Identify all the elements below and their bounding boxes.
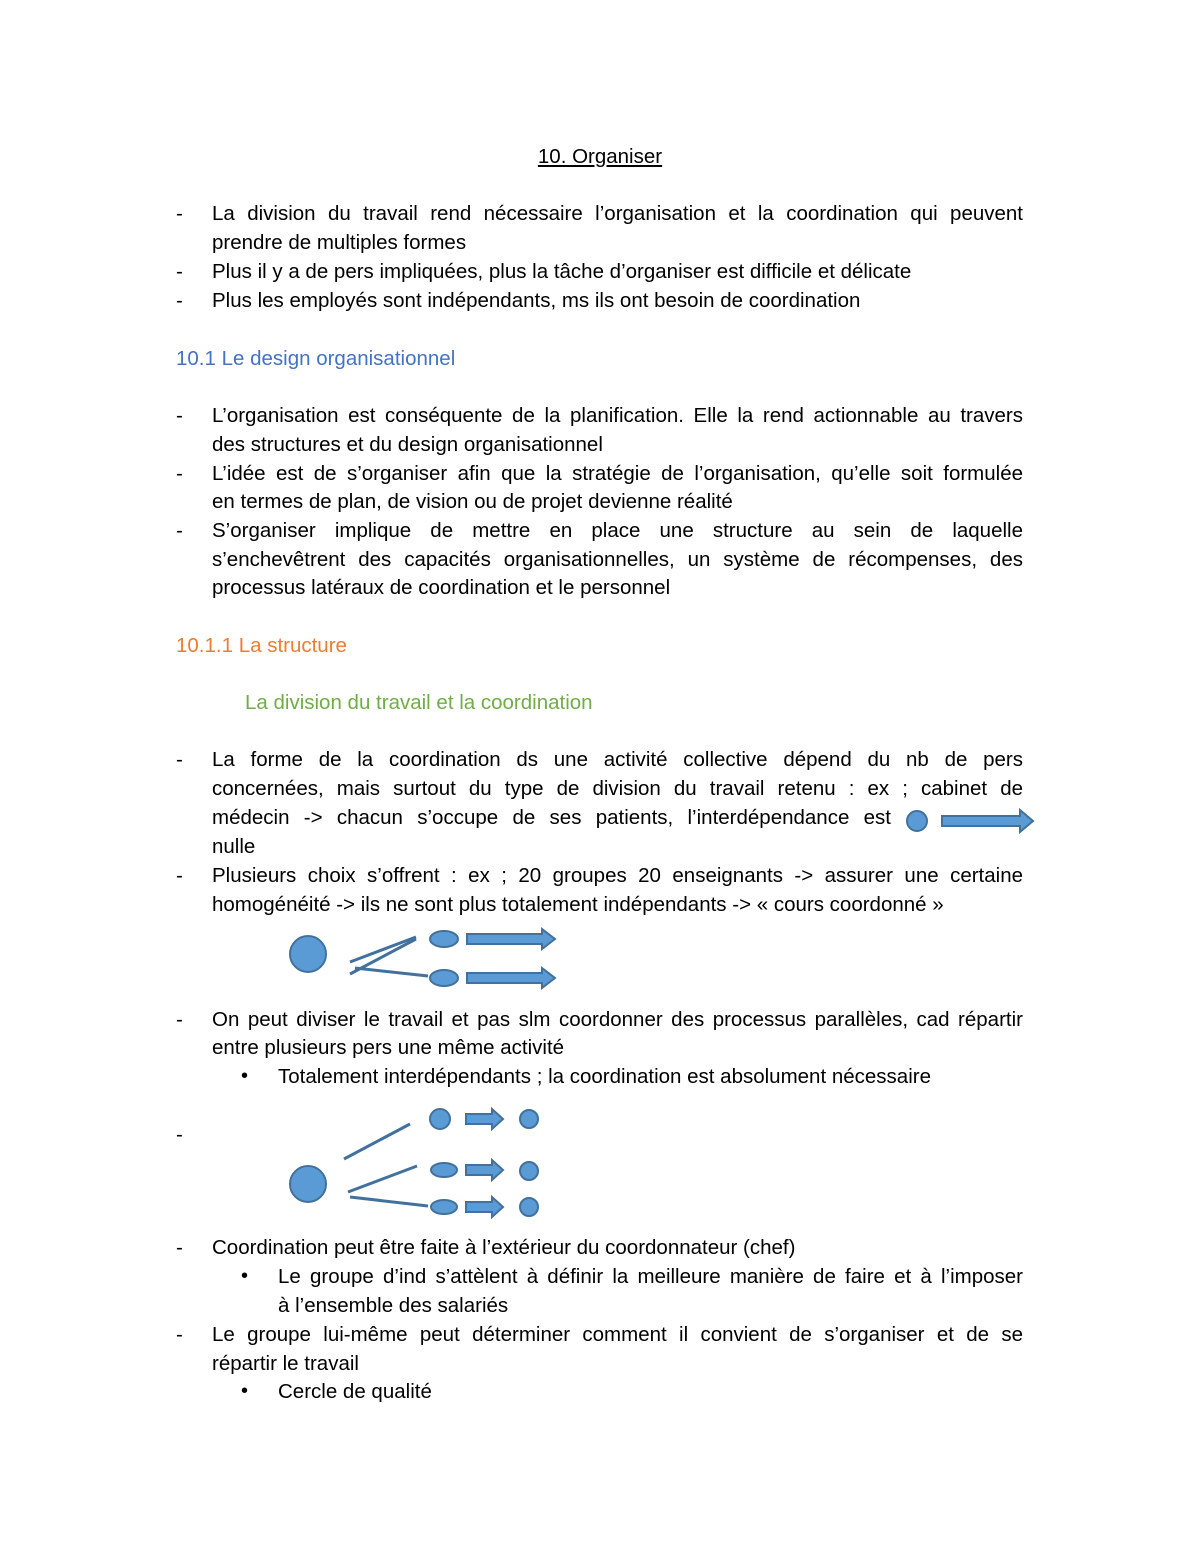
node-ellipse	[430, 931, 458, 947]
arrow-right-icon	[466, 1160, 503, 1180]
division-line: Plusieurs choix s’offrent : ex ; 20 groupes 20 enseignants -> assurer une certaine	[212, 864, 1023, 887]
list-dash-empty: -	[176, 1123, 183, 1146]
bullet-groupe-line: Le groupe d’ind s’attèlent à définir la meilleure manière de faire et à l’imposer	[278, 1265, 1023, 1288]
node-circle	[520, 1110, 538, 1128]
division-line: La forme de la coordination ds une activité collective dépend du nb de pers	[212, 748, 1023, 771]
node-ellipse	[431, 1163, 457, 1177]
division-line: nulle	[212, 835, 256, 858]
arrow-right-icon	[942, 810, 1033, 832]
node-circle	[430, 1109, 450, 1129]
design-line: s’enchevêtrent des capacités organisationnelles, un système de récompenses, des	[212, 548, 1023, 571]
list-dash: -	[176, 404, 183, 427]
list-dash: -	[176, 519, 183, 542]
list-dash: -	[176, 748, 183, 771]
link-line	[355, 968, 428, 976]
coordination-line: Coordination peut être faite à l’extérieur du coordonnateur (chef)	[212, 1236, 796, 1259]
node-ellipse	[430, 970, 458, 986]
design-line: processus latéraux de coordination et le personnel	[212, 576, 671, 599]
node-circle	[290, 1166, 326, 1202]
interdependent-diagram	[280, 1100, 550, 1228]
list-bullet: •	[241, 1065, 249, 1087]
design-line: L’idée est de s’organiser afin que la stratégie de l’organisation, qu’elle soit formulée	[212, 462, 1023, 485]
division-line: médecin -> chacun s’occupe de ses patients, l’interdépendance est	[212, 806, 891, 829]
link-line	[350, 937, 416, 962]
list-dash: -	[176, 1236, 183, 1259]
list-bullet: •	[241, 1265, 249, 1287]
link-line	[350, 1197, 428, 1206]
intro-line: Plus il y a de pers impliquées, plus la tâche d’organiser est difficile et délicate	[212, 260, 912, 283]
link-line	[348, 1166, 417, 1192]
division-line: On peut diviser le travail et pas slm coordonner des processus parallèles, cad répartir	[212, 1008, 1023, 1031]
intro-line: La division du travail rend nécessaire l’organisation et la coordination qui peuvent	[212, 202, 1023, 225]
intro-line: Plus les employés sont indépendants, ms ils ont besoin de coordination	[212, 289, 861, 312]
bullet-interdependants: Totalement interdépendants ; la coordination est absolument nécessaire	[278, 1065, 931, 1088]
design-line: en termes de plan, de vision ou de projet devienne réalité	[212, 490, 733, 513]
heading-structure: 10.1.1 La structure	[176, 634, 347, 657]
arrow-right-icon	[466, 1109, 503, 1129]
groupe-line: répartir le travail	[212, 1352, 359, 1375]
page-title: 10. Organiser	[537, 145, 663, 168]
design-line: S’organiser implique de mettre en place une structure au sein de laquelle	[212, 519, 1023, 542]
groupe-line: Le groupe lui-même peut déterminer comment il convient de s’organiser et de se	[212, 1323, 1023, 1346]
independent-diagram	[900, 805, 1040, 841]
node-circle	[520, 1198, 538, 1216]
node-ellipse	[431, 1200, 457, 1214]
bullet-groupe-line: à l’ensemble des salariés	[278, 1294, 509, 1317]
coordinated-diagram	[280, 922, 570, 997]
node-circle	[520, 1162, 538, 1180]
heading-design-organisationnel: 10.1 Le design organisationnel	[176, 347, 456, 370]
design-line: des structures et du design organisationnel	[212, 433, 603, 456]
list-dash: -	[176, 202, 183, 225]
list-dash: -	[176, 289, 183, 312]
node-circle	[290, 936, 326, 972]
list-dash: -	[176, 1008, 183, 1031]
list-dash: -	[176, 462, 183, 485]
link-line	[344, 1124, 410, 1159]
division-line: entre plusieurs pers une même activité	[212, 1036, 565, 1059]
node-circle	[907, 811, 927, 831]
list-dash: -	[176, 260, 183, 283]
list-dash: -	[176, 1323, 183, 1346]
design-line: L’organisation est conséquente de la planification. Elle la rend actionnable au travers	[212, 404, 1023, 427]
heading-division-coordination: La division du travail et la coordination	[245, 691, 593, 714]
bullet-cercle-qualite: Cercle de qualité	[278, 1380, 432, 1403]
intro-line: prendre de multiples formes	[212, 231, 467, 254]
list-dash: -	[176, 864, 183, 887]
division-line: homogénéité -> ils ne sont plus totalement indépendants -> « cours coordonné »	[212, 893, 944, 916]
list-bullet: •	[241, 1380, 249, 1402]
division-line: concernées, mais surtout du type de division du travail retenu : ex ; cabinet de	[212, 777, 1023, 800]
arrow-right-icon	[467, 929, 555, 949]
arrow-right-icon	[466, 1197, 503, 1217]
arrow-right-icon	[467, 968, 555, 988]
